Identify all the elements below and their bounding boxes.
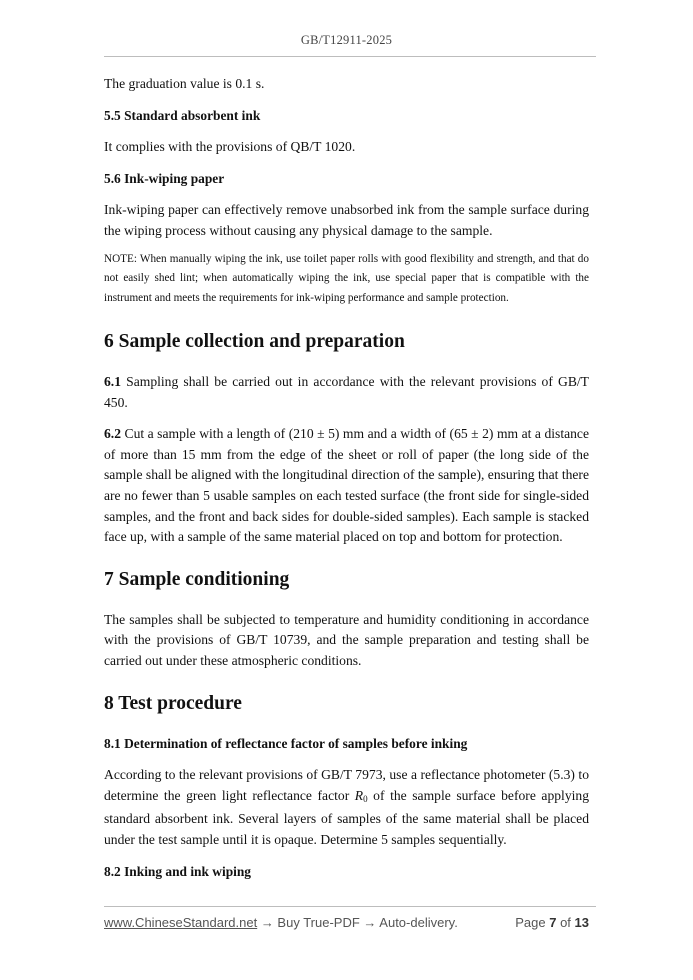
page-of-word: of <box>560 915 571 930</box>
header-divider <box>104 56 596 57</box>
note-5-6: NOTE: When manually wiping the ink, use toilet paper rolls with good flexibility and strength, and that do not easily shed lint; when automatically wiping the ink, use special paper that is compatible with the instrument and meets the requirements for ink-wiping performance and sample protection. <box>104 252 589 304</box>
graduation-text: The graduation value is 0.1 s. <box>104 76 265 91</box>
page-indicator <box>515 915 589 930</box>
paragraph-6-2 <box>104 424 589 548</box>
paragraph-5-5: It complies with the provisions of QB/T 1020. <box>104 139 356 155</box>
heading-section-6: 6 Sample collection and preparation <box>104 331 405 353</box>
clause-text: Sampling shall be carried out in accordance with the relevant provisions of GB/T 450. <box>104 374 589 410</box>
heading-5-6: 5.6 Ink-wiping paper <box>104 170 225 186</box>
symbol-subscript: 0 <box>363 793 368 804</box>
clause-text: Cut a sample with a length of (210 ± 5) mm and a width of (65 ± 2) mm at a distance of more than 15 mm from the edge of the sheet or roll of paper (the long side of the sample shall be aligned with the longitudinal direction of the sample), ensuring that there are no fewer than 5 usable samples on each tested surface (the front side for single-sided samples, and the front and back sides for double-sided samples). Each sample is stacked face up, with a sample of the same material placed on top and bottom for protection. <box>104 426 589 545</box>
paragraph-text-part: According to the relevant provisions of GB/T 7973, use a reflectance photometer (5.3) to determine the green light reflectance factor <box>104 767 589 803</box>
symbol-r: R <box>354 787 364 803</box>
site-link[interactable]: www.ChineseStandard.net <box>104 915 258 930</box>
promo-text: → Buy True-PDF → Auto-delivery. <box>257 915 458 930</box>
footer-divider <box>104 906 596 907</box>
paragraph-text-part: of the sample surface before applying standard absorbent ink. Several layers of samples of the same material shall be placed under the test sample until it is opaque. Determine 5 samples sequentially. <box>104 787 589 847</box>
page-footer <box>104 915 589 935</box>
heading-section-8: 8 Test procedure <box>104 692 242 714</box>
total-pages-number: 13 <box>574 915 589 930</box>
heading-5-5: 5.5 Standard absorbent ink <box>104 107 261 123</box>
paragraph-5-6: Ink-wiping paper can effectively remove unabsorbed ink from the sample surface during the wiping process without causing any physical damage to the sample. <box>104 202 589 238</box>
heading-section-7: 7 Sample conditioning <box>104 568 290 590</box>
paragraph-6-1 <box>104 372 589 413</box>
page-content <box>104 74 589 882</box>
page-word: Page <box>515 915 546 930</box>
paragraph-7: The samples shall be subjected to temperature and humidity conditioning in accordance with the provisions of GB/T 10739, and the sample preparation and testing shall be carried out under these atmospheric conditions. <box>104 611 589 668</box>
heading-8-2: 8.2 Inking and ink wiping <box>104 863 252 879</box>
footer-promo <box>104 915 458 930</box>
clause-number: 6.2 <box>104 426 121 442</box>
current-page-number: 7 <box>549 915 557 930</box>
clause-number: 6.1 <box>104 374 121 390</box>
document-code-header: GB/T12911-2025 <box>300 33 393 47</box>
paragraph-8-1 <box>104 765 589 850</box>
heading-8-1: 8.1 Determination of reflectance factor of samples before inking <box>104 735 468 751</box>
